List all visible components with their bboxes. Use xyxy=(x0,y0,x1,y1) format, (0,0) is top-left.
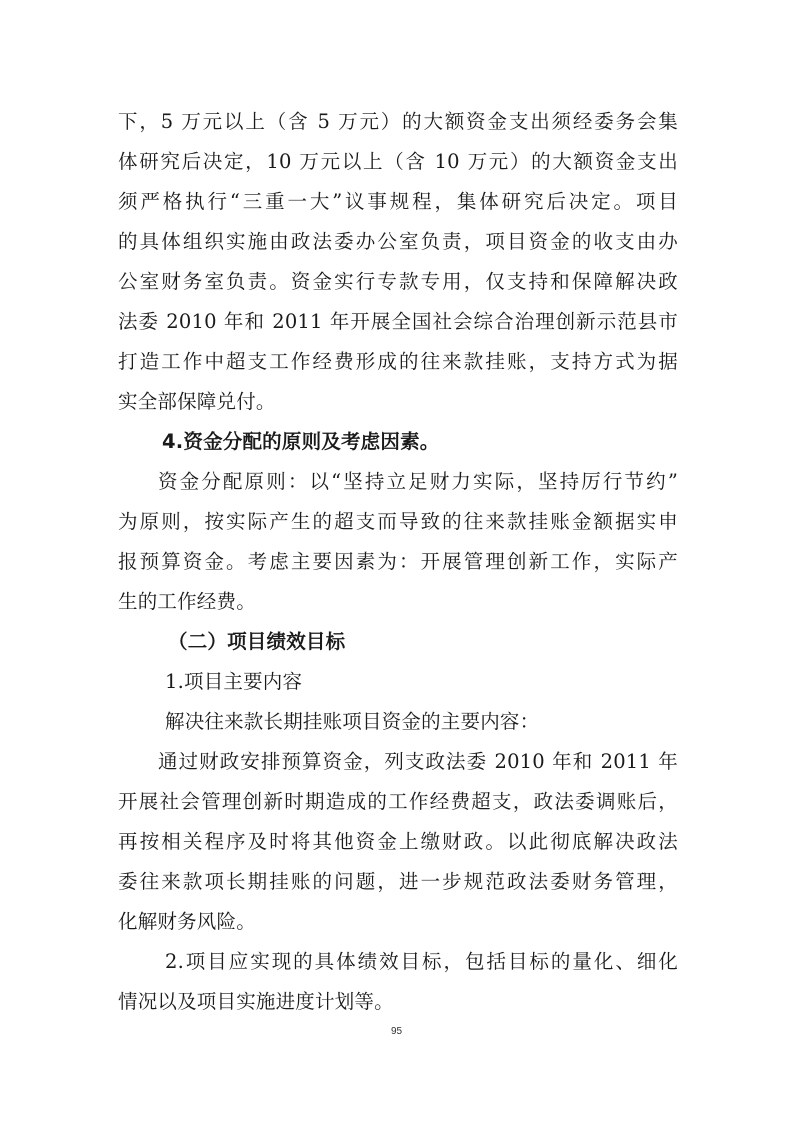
body-text-line: 打造工作中超支工作经费形成的往来款挂账，支持方式为据 xyxy=(118,350,678,373)
body-text-line: 通过财政安排预算资金，列支政法委 2010 年和 2011 年 xyxy=(158,750,678,773)
page-number: 95 xyxy=(390,1026,403,1037)
body-text-line: 生的工作经费。 xyxy=(118,590,256,613)
subsection-heading: （二）项目绩效目标 xyxy=(168,630,346,653)
body-text-line: 委往来款项长期挂账的问题，进一步规范政法委财务管理， xyxy=(118,870,678,893)
body-text-line: 公室财务室负责。资金实行专款专用，仅支持和保障解决政 xyxy=(118,270,678,293)
body-text-line: 法委 2010 年和 2011 年开展全国社会综合治理创新示范县市 xyxy=(118,310,678,333)
body-text-line: 情况以及项目实施进度计划等。 xyxy=(118,990,394,1013)
body-text-line: 下，5 万元以上（含 5 万元）的大额资金支出须经委务会集 xyxy=(118,110,678,133)
body-text-line: 为原则，按实际产生的超支而导致的往来款挂账金额据实申 xyxy=(118,510,678,533)
body-text-line: 实全部保障兑付。 xyxy=(118,390,276,413)
item-heading: 1.项目主要内容 xyxy=(165,670,303,693)
body-text-line: 体研究后决定，10 万元以上（含 10 万元）的大额资金支出 xyxy=(118,150,678,173)
body-text-line: 化解财务风险。 xyxy=(118,910,256,933)
body-text-line: 的具体组织实施由政法委办公室负责，项目资金的收支由办 xyxy=(118,230,678,253)
body-text-line: 须严格执行“三重一大”议事规程，集体研究后决定。项目 xyxy=(118,190,678,213)
body-text-line: 资金分配原则：以“坚持立足财力实际，坚持厉行节约” xyxy=(158,470,678,493)
section-heading: 4.资金分配的原则及考虑因素。 xyxy=(162,430,440,453)
body-text-line: 开展社会管理创新时期造成的工作经费超支，政法委调账后， xyxy=(118,790,678,813)
item-heading: 2.项目应实现的具体绩效目标，包括目标的量化、细化 xyxy=(165,950,678,973)
body-text-line: 解决往来款长期挂账项目资金的主要内容： xyxy=(165,710,540,733)
body-text-line: 报预算资金。考虑主要因素为：开展管理创新工作，实际产 xyxy=(118,550,678,573)
body-text-line: 再按相关程序及时将其他资金上缴财政。以此彻底解决政法 xyxy=(118,830,678,853)
